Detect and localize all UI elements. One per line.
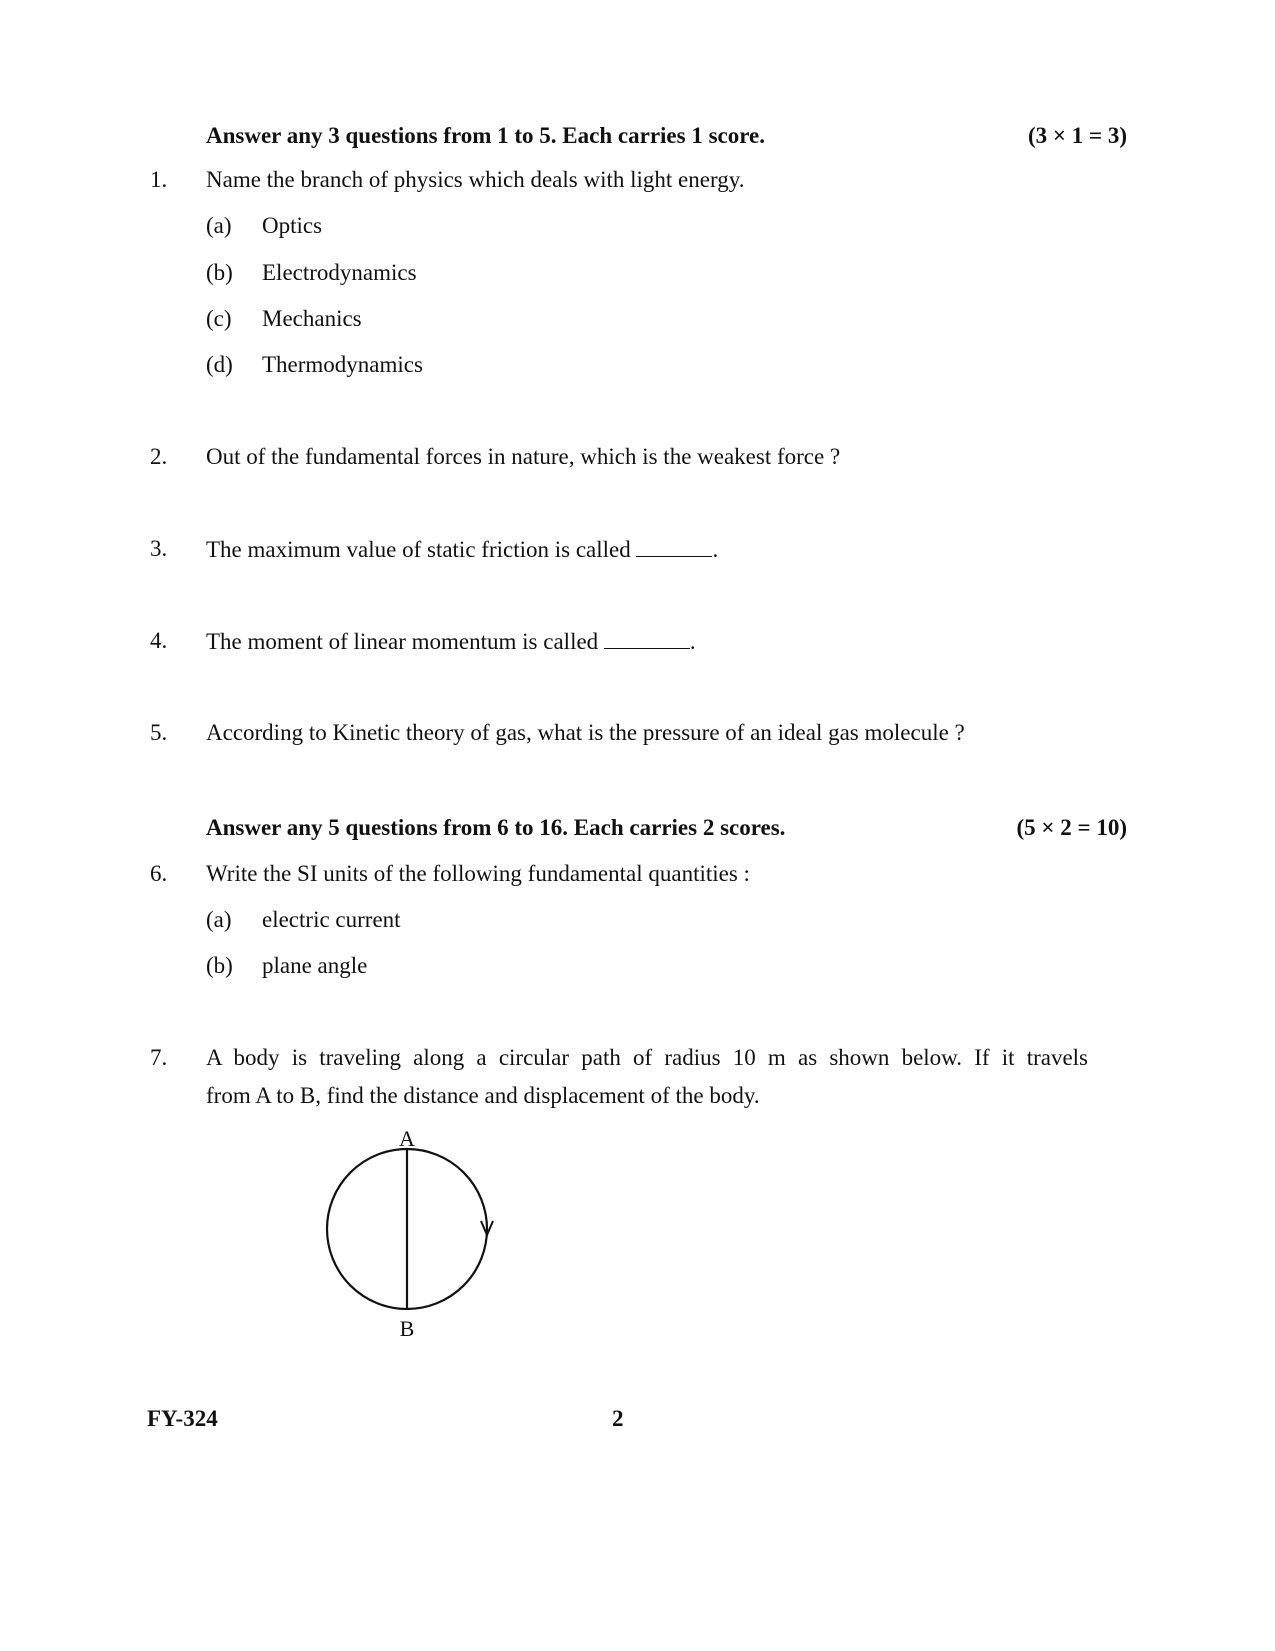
q6-option-b-text: plane angle <box>262 953 368 978</box>
q6-text: Write the SI units of the following fundamental quantities : <box>206 861 750 886</box>
q6-number: 6. <box>150 861 168 886</box>
q6-option-a-text: electric current <box>262 907 401 932</box>
section2-instruction: Answer any 5 questions from 6 to 16. Each carries 2 scores. <box>206 815 786 840</box>
q1-option-b-label: (b) <box>206 260 233 285</box>
q3-text: The maximum value of static friction is called <box>206 537 631 562</box>
figure-label-a: A <box>399 1126 415 1151</box>
q7-text-line2: from A to B, find the distance and displacement of the body. <box>206 1083 760 1108</box>
q4-end: . <box>689 629 696 654</box>
section1-instruction: Answer any 3 questions from 1 to 5. Each carries 1 score. <box>206 123 765 148</box>
footer-page-number: 2 <box>612 1406 624 1431</box>
section1-marks: (3 × 1 = 3) <box>1027 123 1127 148</box>
q7-text-line1: A body is traveling along a circular path of radius 10 m as shown below. If it travels <box>206 1045 1088 1070</box>
q1-option-c-text: Mechanics <box>262 306 362 331</box>
q2-text: Out of the fundamental forces in nature, which is the weakest force ? <box>206 444 841 469</box>
q4-line <box>206 628 696 655</box>
q1-option-b-text: Electrodynamics <box>262 260 417 285</box>
q3-blank <box>636 536 712 557</box>
q4-text: The moment of linear momentum is called <box>206 629 599 654</box>
q1-text: Name the branch of physics which deals with light energy. <box>206 167 745 192</box>
q1-option-c-label: (c) <box>206 306 232 331</box>
q7-number: 7. <box>150 1045 168 1070</box>
q5-number: 5. <box>150 720 168 745</box>
q1-option-a-text: Optics <box>262 213 323 238</box>
q3-number: 3. <box>150 536 168 561</box>
footer-code: FY-324 <box>147 1406 218 1431</box>
q2-number: 2. <box>150 444 168 469</box>
q4-number: 4. <box>150 628 168 653</box>
q4-blank <box>604 628 690 649</box>
q3-end: . <box>712 537 719 562</box>
q5-text: According to Kinetic theory of gas, what is the pressure of an ideal gas molecule ? <box>206 720 965 745</box>
q1-option-d-text: Thermodynamics <box>262 352 423 377</box>
q1-option-a-label: (a) <box>206 213 232 238</box>
q3-line <box>206 536 718 563</box>
q6-option-a-label: (a) <box>206 907 232 932</box>
q1-option-d-label: (d) <box>206 352 233 377</box>
q1-number: 1. <box>150 167 168 192</box>
figure-label-b: B <box>399 1316 415 1341</box>
circular-path-figure <box>300 1118 510 1358</box>
section2-marks: (5 × 2 = 10) <box>1016 815 1127 840</box>
q6-option-b-label: (b) <box>206 953 233 978</box>
